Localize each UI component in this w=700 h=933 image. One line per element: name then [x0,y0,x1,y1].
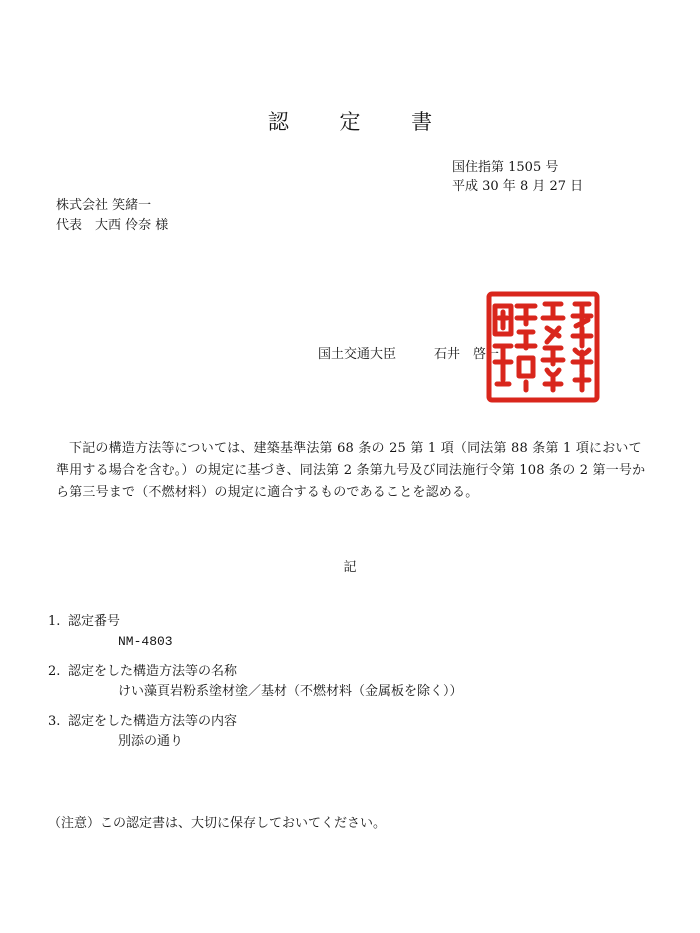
item-label: 認定番号 [68,614,121,629]
reference-number: 国住指第 1505 号 [452,160,559,175]
item-label: 認定をした構造方法等の内容 [68,714,238,729]
item-method-name [48,662,463,702]
item-label: 認定をした構造方法等の名称 [68,664,238,679]
recipient-representative: 代表 大西 伶奈 様 [56,218,169,233]
item-value: 別添の通り [118,734,184,749]
issuer-title: 国土交通大臣 [318,347,397,362]
item-number: 2. [48,664,61,679]
item-number: 1. [48,614,61,629]
item-certification-number [48,612,173,652]
official-seal-stamp [483,288,603,406]
item-value: NM-4803 [118,634,173,649]
ki-heading: 記 [343,560,357,575]
recipient-company: 株式会社 笑緒一 [56,198,152,213]
caution-note: （注意）この認定書は、大切に保存しておいてください。 [48,816,387,831]
item-number: 3. [48,714,61,729]
document-title: 認 定 書 [267,110,455,134]
item-method-content [48,712,237,752]
item-value: けい藻頁岩粉系塗材塗／基材（不燃材料（金属板を除く）） [118,684,463,699]
recipient-block [56,196,168,236]
issue-date: 平成 30 年 8 月 27 日 [452,179,584,194]
certification-statement: 下記の構造方法等については、建築基準法第 68 条の 25 第 1 項（同法第 88 条第 1 項において準用する場合を含む。）の規定に基づき、同法第 2 条第九号及び同法施行令第 108 条の 2 第一号から第三号まで（不燃材料）の規定に適合するものであることを認める。 [56,441,646,500]
reference-block [452,158,583,196]
issuer-name: 石井 啓一 [434,347,500,362]
issuer-line [318,343,499,362]
